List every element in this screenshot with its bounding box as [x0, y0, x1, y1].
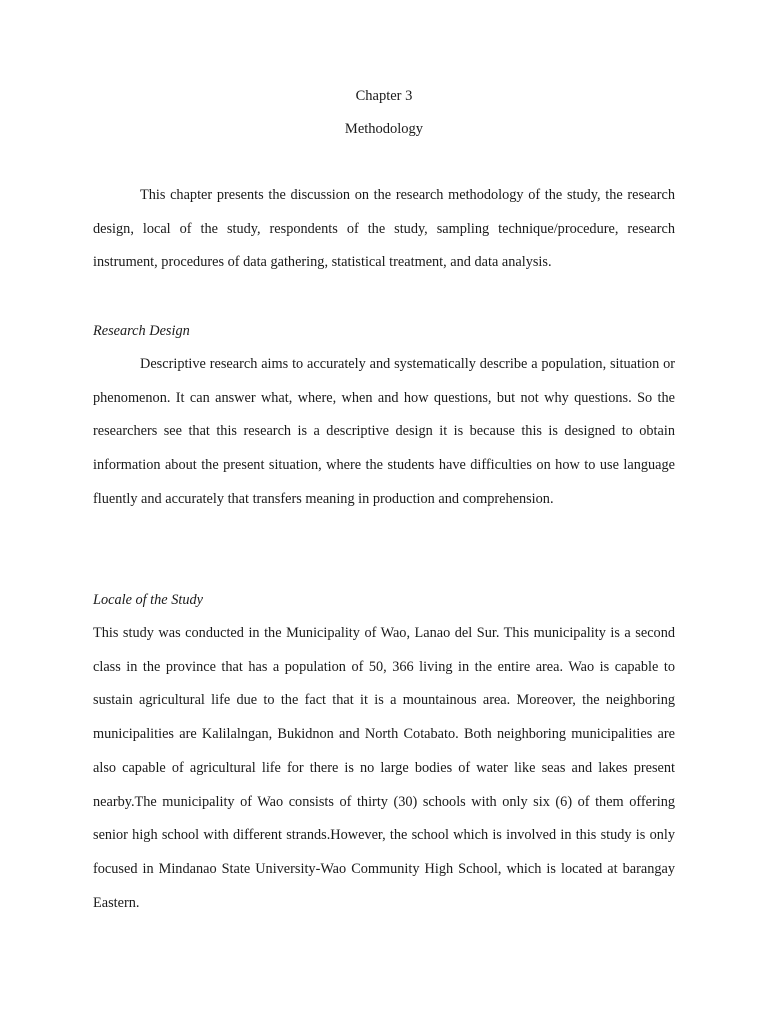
chapter-number: Chapter 3: [355, 88, 413, 104]
intro-paragraph: This chapter presents the discussion on the research methodology of the study, the research design, local of the study, respondents of the study, sampling technique/procedure, research instrument, procedures of data gathering, statistical treatment, and data analysis.: [93, 187, 675, 271]
locale-paragraph: This study was conducted in the Municipality of Wao, Lanao del Sur. This municipality is a second class in the province that has a population of 50, 366 living in the entire area. Wao is capable to sustain agricultural life due to the fact that it is a mountainous area. Moreover, the neighboring municipalities are Kalilalngan, Bukidnon and North Cotabato. Both neighboring municipalities are also capable of agricultural life for there is no large bodies of water like seas and lakes present nearby.The municipality of Wao consists of thirty (30) schools with only six (6) of them offering senior high school with different strands.However, the school which is involved in this study is only focused in Mindanao State University-Wao Community High School, which is located at barangay Eastern.: [93, 625, 675, 911]
research-design-heading: Research Design: [93, 323, 190, 339]
research-design-paragraph: Descriptive research aims to accurately and systematically describe a population, situation or phenomenon. It can answer what, where, when and how questions, but not why questions. So the researchers see that this research is a descriptive design it is because this is designed to obtain information about the present situation, where the students have difficulties on how to use language fluently and accurately that transfers meaning in production and comprehension.: [93, 356, 675, 507]
locale-heading: Locale of the Study: [93, 592, 203, 608]
chapter-title: Methodology: [344, 121, 424, 137]
